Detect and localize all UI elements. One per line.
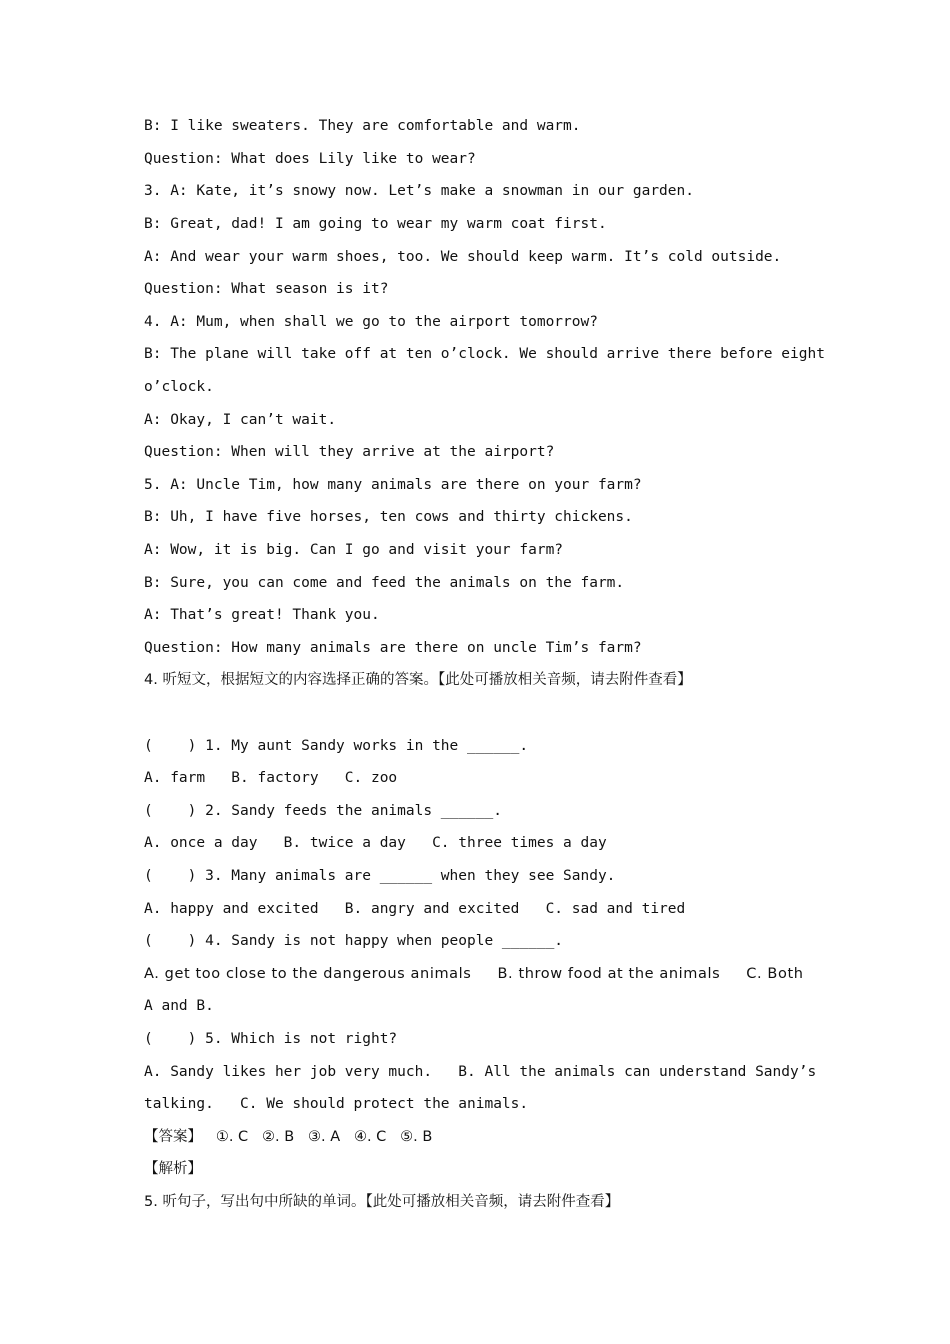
question-item: ( ) 2. Sandy feeds the animals ______. — [144, 803, 502, 819]
dialogue-line: A: Okay, I can’t wait. — [144, 412, 337, 428]
question-line: Question: How many animals are there on uncle Tim’s farm? — [144, 640, 642, 656]
dialogue-line: 3. A: Kate, it’s snowy now. Let’s make a snowman in our garden. — [144, 183, 694, 199]
dialogue-line: o’clock. — [144, 379, 214, 395]
question-line: Question: What does Lily like to wear? — [144, 151, 476, 167]
answer-options: A. happy and excited B. angry and excited C. sad and tired — [144, 901, 686, 917]
dialogue-line: A: That’s great! Thank you. — [144, 607, 380, 623]
question-item: ( ) 5. Which is not right? — [144, 1031, 398, 1047]
answer-options: A. Sandy likes her job very much. B. All the animals can understand Sandy’s — [144, 1064, 817, 1080]
dialogue-line: A: And wear your warm shoes, too. We should keep warm. It’s cold outside. — [144, 249, 782, 265]
section-heading: 4. 听短文，根据短文的内容选择正确的答案。【此处可播放相关音频，请去附件查看】 — [144, 672, 692, 688]
answer-options: A. farm B. factory C. zoo — [144, 770, 398, 786]
question-item: ( ) 3. Many animals are ______ when they see Sandy. — [144, 868, 616, 884]
question-line: Question: When will they arrive at the airport? — [144, 444, 555, 460]
dialogue-line: 4. A: Mum, when shall we go to the airport tomorrow? — [144, 314, 598, 330]
dialogue-line: 5. A: Uncle Tim, how many animals are there on your farm? — [144, 477, 642, 493]
dialogue-line: B: Uh, I have five horses, ten cows and thirty chickens. — [144, 509, 633, 525]
answer-options: A. once a day B. twice a day C. three times a day — [144, 835, 607, 851]
answer-options: A. get too close to the dangerous animals B. throw food at the animals C. Both — [144, 966, 804, 982]
dialogue-line: A: Wow, it is big. Can I go and visit your farm? — [144, 542, 564, 558]
dialogue-line: B: I like sweaters. They are comfortable and warm. — [144, 118, 581, 134]
dialogue-line: B: The plane will take off at ten o’clock. We should arrive there before eight — [144, 346, 825, 362]
question-item: ( ) 1. My aunt Sandy works in the ______. — [144, 738, 529, 754]
answer-options: talking. C. We should protect the animals. — [144, 1096, 529, 1112]
section-heading: 5. 听句子，写出句中所缺的单词。【此处可播放相关音频，请去附件查看】 — [144, 1194, 620, 1210]
question-item: ( ) 4. Sandy is not happy when people ______. — [144, 933, 564, 949]
dialogue-line: B: Great, dad! I am going to wear my warm coat first. — [144, 216, 607, 232]
answer-key: 【答案】 ①. C ②. B ③. A ④. C ⑤. B — [144, 1129, 433, 1145]
dialogue-line: B: Sure, you can come and feed the animals on the farm. — [144, 575, 625, 591]
analysis-heading: 【解析】 — [144, 1161, 202, 1177]
question-line: Question: What season is it? — [144, 281, 389, 297]
answer-options: A and B. — [144, 998, 214, 1014]
